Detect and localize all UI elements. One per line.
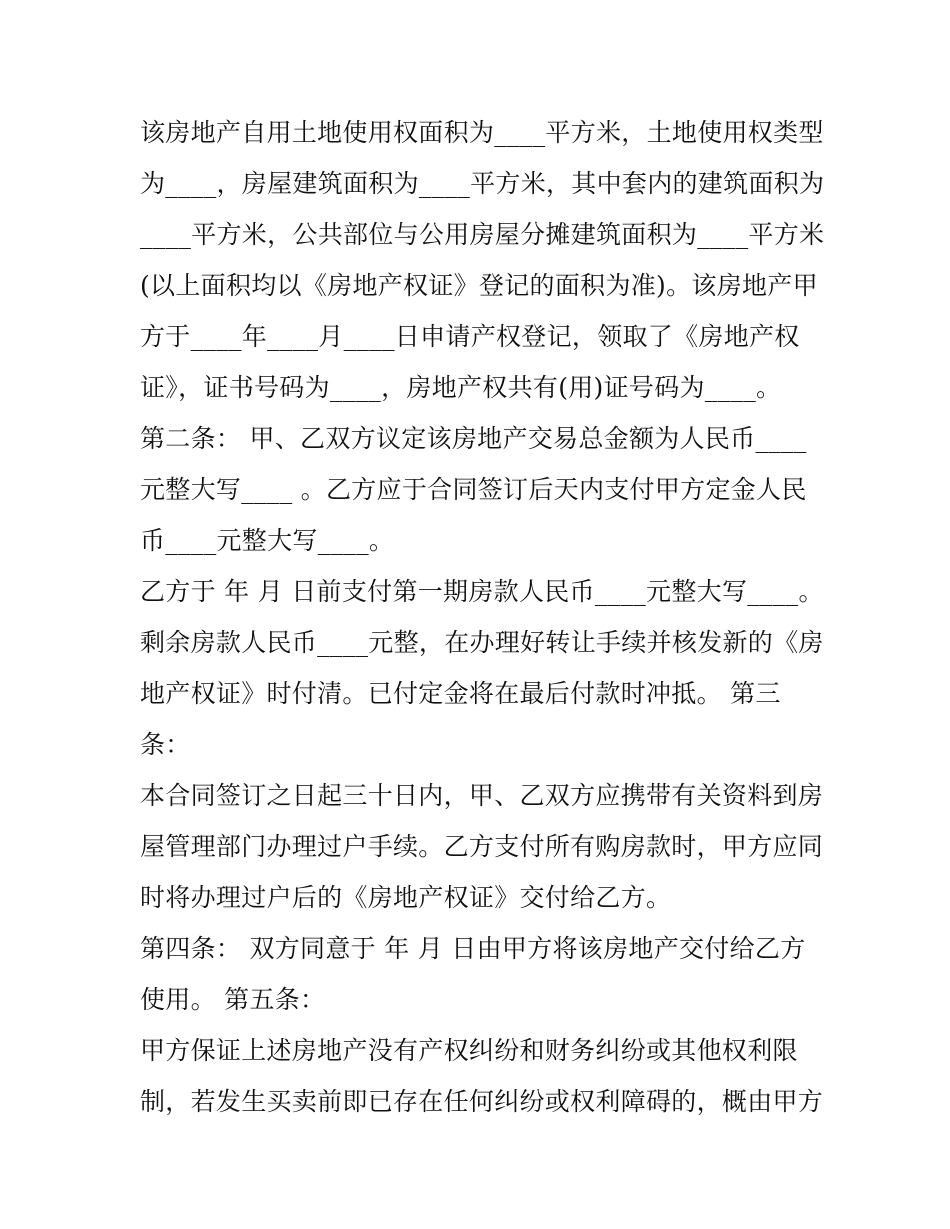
article-3-line: 条： (140, 730, 191, 759)
text-line: (以上面积均以《房地产权证》登记的面积为准)。该房地产甲 (140, 271, 818, 300)
text-line: 乙方于 年 月 日前支付第一期房款人民币____元整大写____。 (140, 577, 824, 606)
article-4-line: 第四条： 双方同意于 年 月 日由甲方将该房地产交付给乙方 (140, 934, 806, 963)
text-line: 地产权证》时付清。已付定金将在最后付款时冲抵。 第三 (140, 679, 781, 708)
text-line: 制，若发生买卖前即已存在任何纠纷或权利障碍的，概由甲方 (140, 1087, 824, 1116)
article-2-line: 第二条： 甲、乙双方议定该房地产交易总金额为人民币____ (140, 424, 807, 453)
text-line: 本合同签订之日起三十日内，甲、乙双方应携带有关资料到房 (140, 781, 824, 810)
text-line: 为____，房屋建筑面积为____平方米，其中套内的建筑面积为 (140, 169, 825, 198)
document-body (140, 107, 825, 1127)
text-line: 元整大写____ 。乙方应于合同签订后天内支付甲方定金人民 (140, 475, 807, 504)
text-line: ____平方米，公共部位与公用房屋分摊建筑面积为____平方米 (140, 220, 825, 249)
text-line: 屋管理部门办理过户手续。乙方支付所有购房款时，甲方应同 (140, 832, 824, 861)
text-line: 方于____年____月____日申请产权登记，领取了《房地产权 (140, 322, 800, 351)
text-line: 证》，证书号码为____，房地产权共有(用)证号码为____。 (140, 373, 782, 402)
article-5-line: 使用。 第五条： (140, 985, 326, 1014)
text-line: 币____元整大写____。 (140, 526, 395, 555)
text-line: 时将办理过户后的《房地产权证》交付给乙方。 (140, 883, 672, 912)
text-line: 甲方保证上述房地产没有产权纠纷和财务纠纷或其他权利限 (140, 1036, 798, 1065)
text-line: 该房地产自用土地使用权面积为____平方米，土地使用权类型 (140, 118, 824, 147)
text-line: 剩余房款人民币____元整，在办理好转让手续并核发新的《房 (140, 628, 824, 657)
